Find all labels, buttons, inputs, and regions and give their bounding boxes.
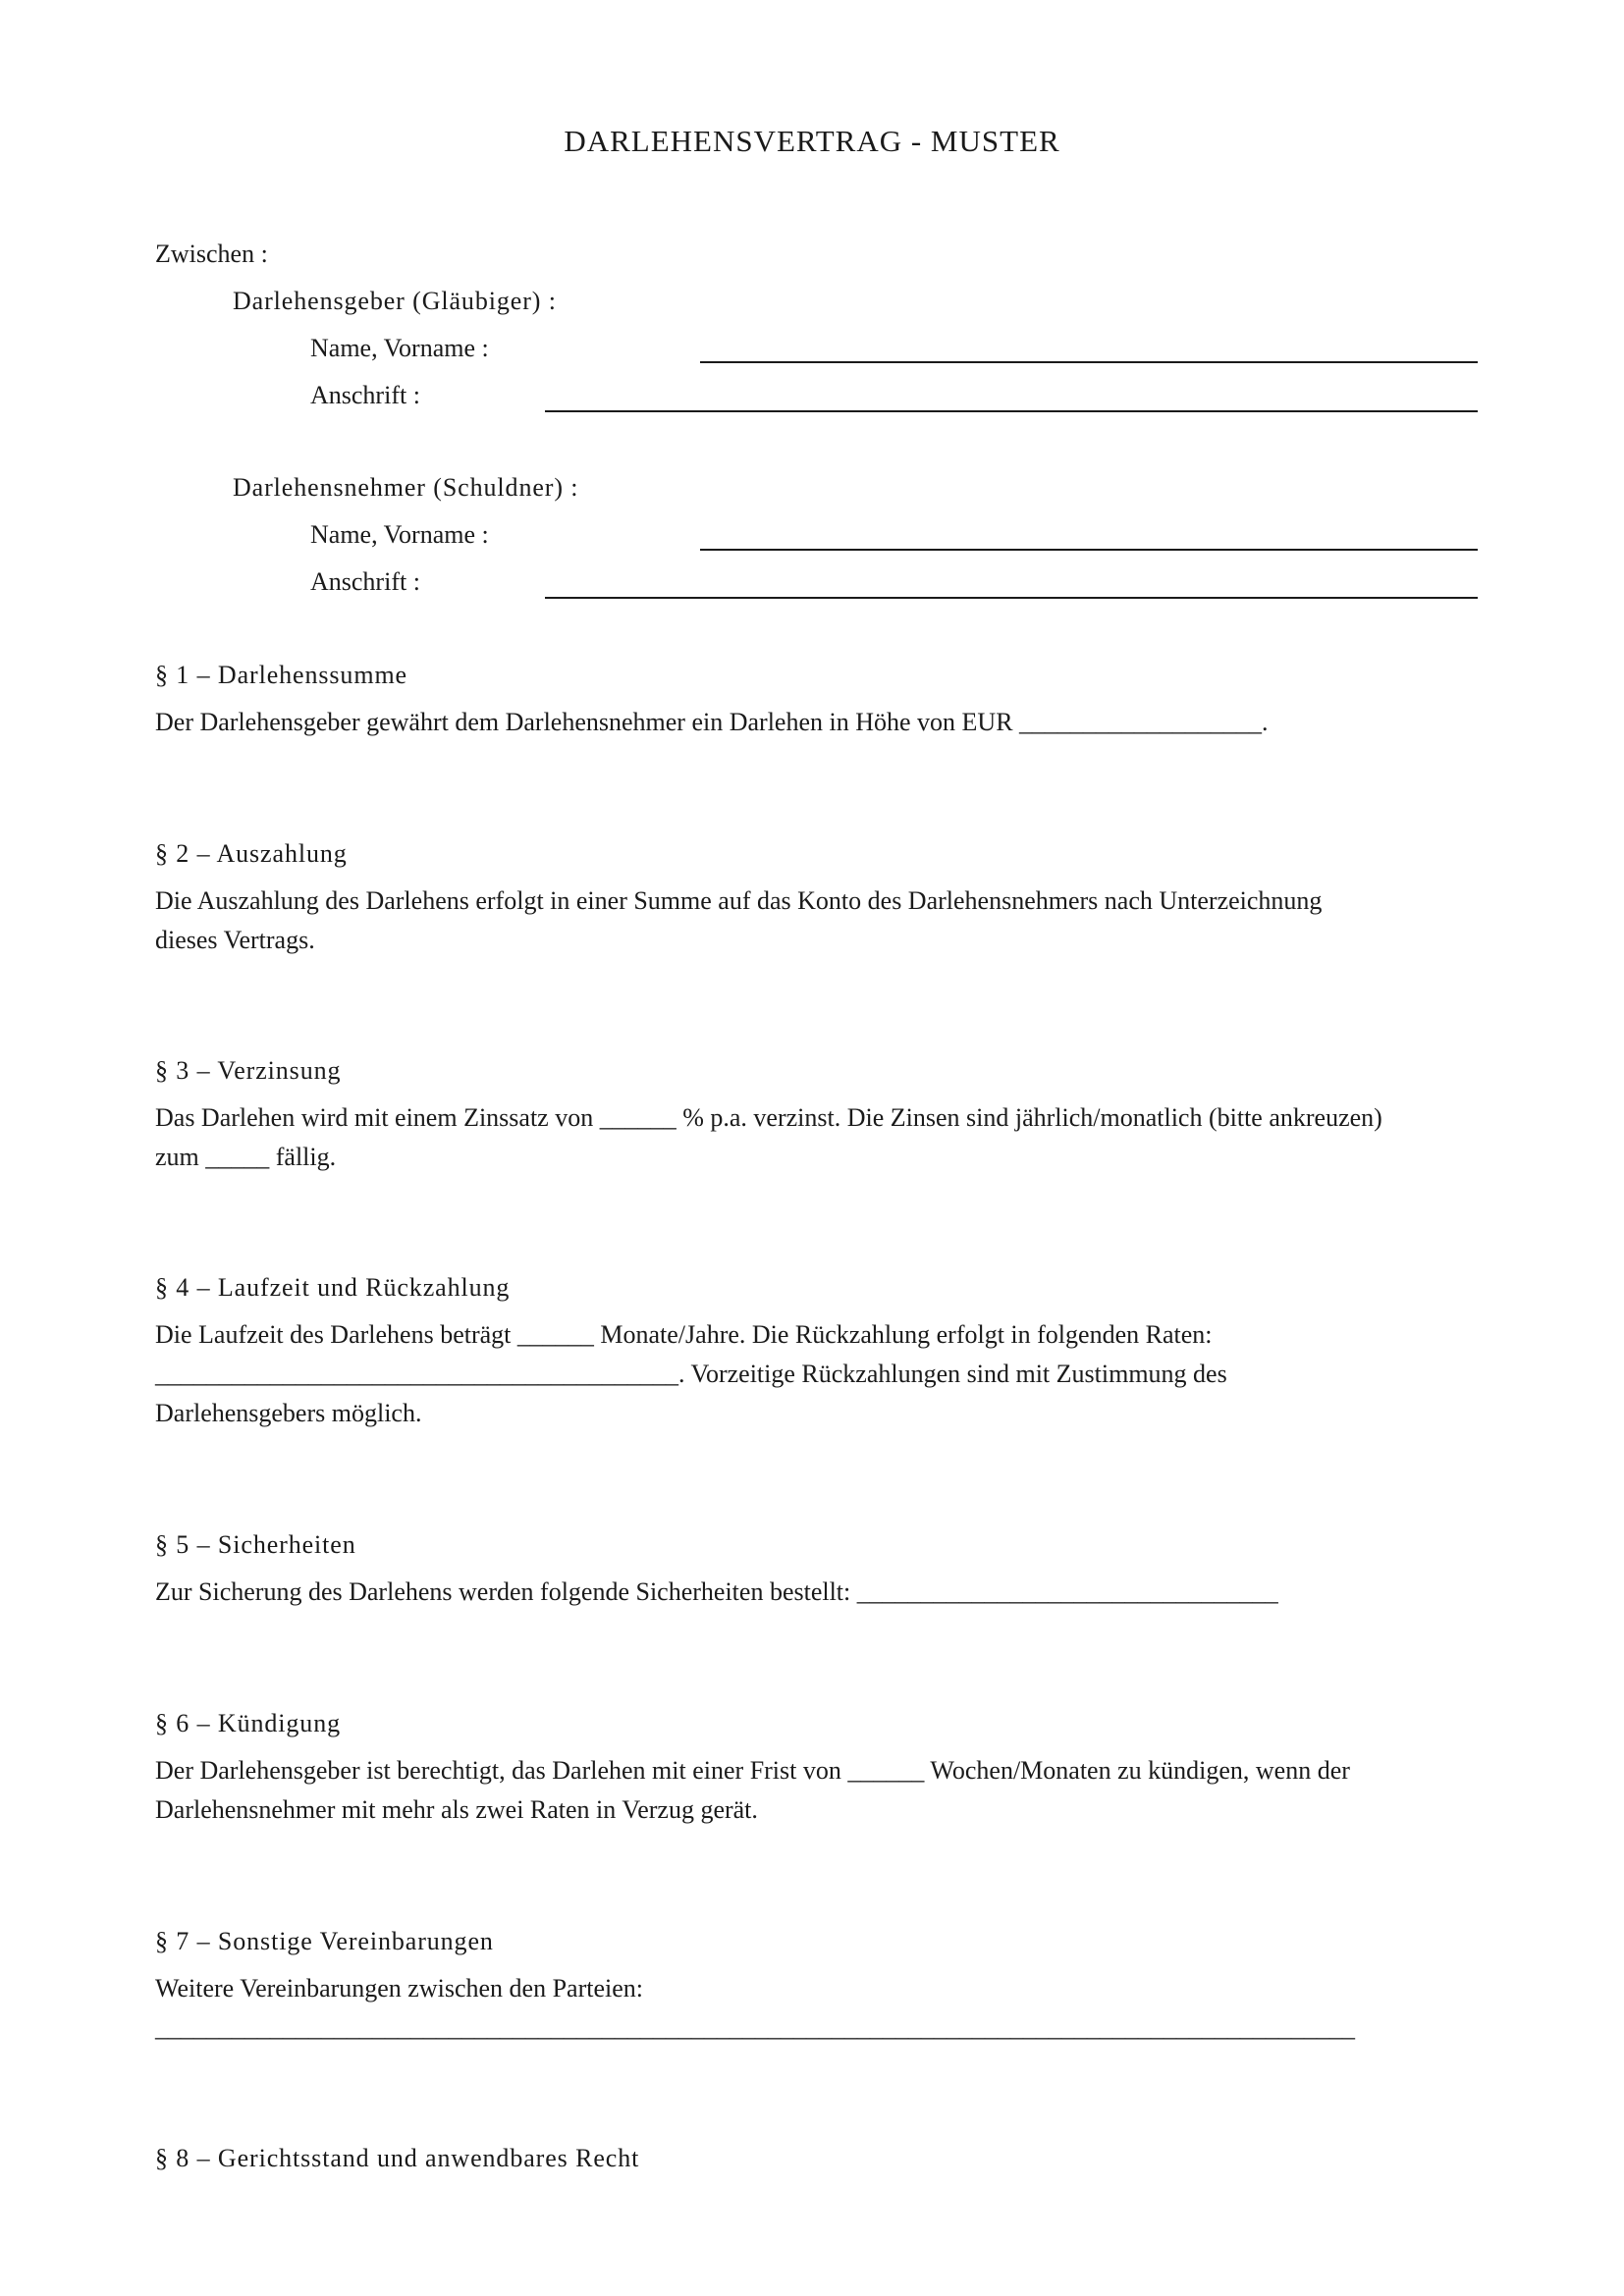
lender-name-field-line[interactable] — [700, 361, 1478, 363]
lender-name-label: Name, Vorname : — [310, 334, 489, 362]
section-5-line: Zur Sicherung des Darlehens werden folgende Sicherheiten bestellt: _________________________________ — [155, 1577, 1278, 1606]
borrower-name-field-line[interactable] — [700, 549, 1478, 551]
lender-address-label: Anschrift : — [310, 381, 420, 409]
section-7-line: ______________________________________________________________________________________________ — [155, 2013, 1355, 2042]
borrower-heading: Darlehensnehmer (Schuldner) : — [233, 473, 579, 502]
borrower-name-label: Name, Vorname : — [310, 520, 489, 549]
section-1-body — [155, 703, 1481, 742]
section-6-heading: § 6 – Kündigung — [155, 1709, 341, 1737]
section-3-line: Das Darlehen wird mit einem Zinssatz von ______ % p.a. verzinst. Die Zinsen sind jährlich/monatlich (bitte ankreuzen) — [155, 1103, 1382, 1132]
section-4-body — [155, 1315, 1481, 1433]
section-2-heading: § 2 – Auszahlung — [155, 839, 348, 868]
section-2-line: dieses Vertrags. — [155, 926, 315, 954]
document-title: DARLEHENSVERTRAG - MUSTER — [564, 124, 1060, 158]
section-4-line: Darlehensgebers möglich. — [155, 1399, 422, 1427]
lender-address-field-line[interactable] — [545, 410, 1478, 412]
section-6-line: Darlehensnehmer mit mehr als zwei Raten in Verzug gerät. — [155, 1795, 758, 1824]
section-1-heading: § 1 – Darlehenssumme — [155, 661, 408, 689]
section-3-heading: § 3 – Verzinsung — [155, 1056, 342, 1085]
borrower-address-field-line[interactable] — [545, 597, 1478, 599]
section-3-line: zum _____ fällig. — [155, 1143, 337, 1171]
section-5-heading: § 5 – Sicherheiten — [155, 1530, 356, 1559]
section-4-line: Die Laufzeit des Darlehens beträgt ______ Monate/Jahre. Die Rückzahlung erfolgt in folgenden Raten: — [155, 1320, 1213, 1349]
section-7-heading: § 7 – Sonstige Vereinbarungen — [155, 1927, 494, 1955]
section-5-body — [155, 1573, 1481, 1612]
section-8-heading: § 8 – Gerichtsstand und anwendbares Recht — [155, 2144, 640, 2172]
section-6-body — [155, 1751, 1481, 1830]
borrower-address-label: Anschrift : — [310, 567, 420, 596]
section-4-heading: § 4 – Laufzeit und Rückzahlung — [155, 1273, 511, 1302]
section-2-body — [155, 881, 1481, 960]
parties-intro: Zwischen : — [155, 240, 268, 268]
section-4-line: _________________________________________. Vorzeitige Rückzahlungen sind mit Zustimmung des — [155, 1360, 1227, 1388]
section-7-line: Weitere Vereinbarungen zwischen den Parteien: — [155, 1974, 643, 2002]
section-1-line: Der Darlehensgeber gewährt dem Darlehensnehmer ein Darlehen in Höhe von EUR ___________________. — [155, 708, 1269, 736]
section-3-body — [155, 1098, 1481, 1177]
section-6-line: Der Darlehensgeber ist berechtigt, das Darlehen mit einer Frist von ______ Wochen/Monaten zu kündigen, wenn der — [155, 1756, 1350, 1785]
lender-heading: Darlehensgeber (Gläubiger) : — [233, 287, 557, 315]
section-2-line: Die Auszahlung des Darlehens erfolgt in einer Summe auf das Konto des Darlehensnehmers nach Unterzeichnung — [155, 886, 1323, 915]
section-7-body — [155, 1969, 1481, 2048]
